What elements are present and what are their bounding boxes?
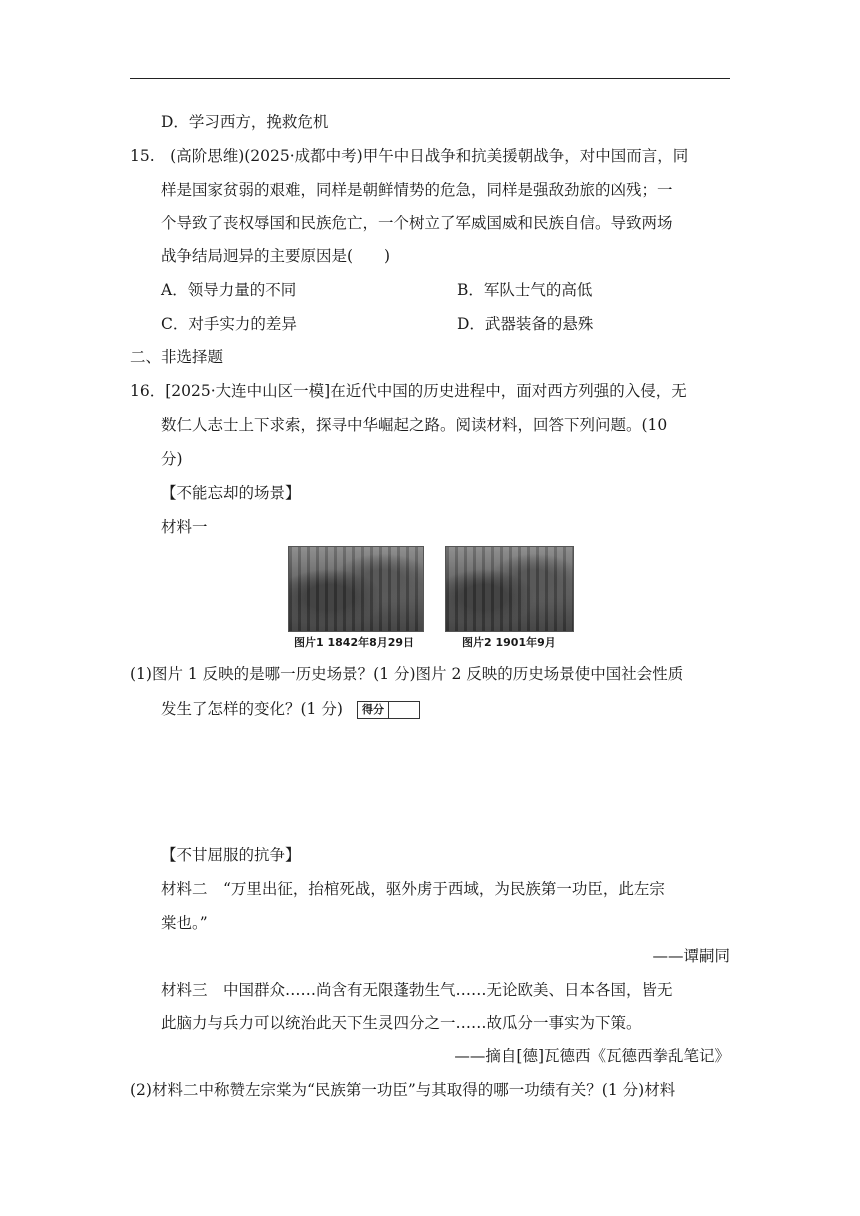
- material3-line-2: 此脑力与兵力可以统治此天下生灵四分之一……故瓜分一事实为下策。: [161, 1014, 642, 1032]
- sub1-line-1: (1)图片 1 反映的是哪一历史场景？(1 分)图片 2 反映的历史场景使中国社会性质: [130, 665, 684, 683]
- scene1-title: 【不能忘却的场景】: [161, 484, 301, 502]
- q15-option-b[interactable]: B．军队士气的高低: [457, 281, 593, 299]
- score-box[interactable]: [357, 701, 420, 719]
- q16-line-1: 16．[2025·大连中山区一模]在近代中国的历史进程中，面对西方列强的入侵，无: [130, 382, 687, 400]
- sub2-line-1: (2)材料二中称赞左宗棠为“民族第一功臣”与其取得的哪一功绩有关？(1 分)材料: [130, 1081, 676, 1099]
- material1-label: 材料一: [161, 518, 208, 536]
- score-label: 得分: [358, 702, 389, 718]
- header-rule: [130, 78, 730, 79]
- score-input[interactable]: [389, 702, 419, 718]
- material3-line-1: 材料三 中国群众……尚含有无限蓬勃生气……无论欧美、日本各国，皆无: [161, 981, 673, 999]
- material2-line-2: 棠也。”: [161, 914, 208, 932]
- photo-2-caption: 图片2 1901年9月: [462, 636, 556, 649]
- q15-line-2: 样是国家贫弱的艰难，同样是朝鲜情势的危急，同样是强敌劲旅的凶残；一: [161, 181, 673, 199]
- q16-line-2: 数仁人志士上下求索，探寻中华崛起之路。阅读材料，回答下列问题。(10: [161, 416, 668, 434]
- photo-1: [288, 546, 424, 632]
- photo-1-caption: 图片1 1842年8月29日: [294, 636, 415, 649]
- q15-option-a[interactable]: A．领导力量的不同: [161, 281, 297, 299]
- q15-line-1: 15. (高阶思维)(2025·成都中考)甲午中日战争和抗美援朝战争，对中国而言，同: [130, 147, 689, 165]
- material2-source: ——谭嗣同: [652, 947, 730, 965]
- q15-option-c[interactable]: C．对手实力的差异: [161, 315, 297, 333]
- scene2-title: 【不甘屈服的抗争】: [161, 846, 301, 864]
- section-title: 二、非选择题: [130, 348, 224, 366]
- q15-line-4: 战争结局迥异的主要原因是( ): [161, 247, 391, 265]
- q15-line-3: 个导致了丧权辱国和民族危亡，一个树立了军威国威和民族自信。导致两场: [161, 214, 673, 232]
- material2-line-1: 材料二 “万里出征，抬棺死战，驱外虏于西域，为民族第一功臣，此左宗: [161, 880, 665, 898]
- photo-2: [445, 546, 574, 632]
- q16-line-3: 分): [161, 450, 183, 468]
- sub1-line-2: 发生了怎样的变化？(1 分): [161, 700, 343, 718]
- q15-option-d[interactable]: D．武器装备的悬殊: [457, 315, 594, 333]
- material3-source: ——摘自[德]瓦德西《瓦德西拳乱笔记》: [454, 1047, 730, 1065]
- q14-option-d: D．学习西方，挽救危机: [161, 113, 329, 131]
